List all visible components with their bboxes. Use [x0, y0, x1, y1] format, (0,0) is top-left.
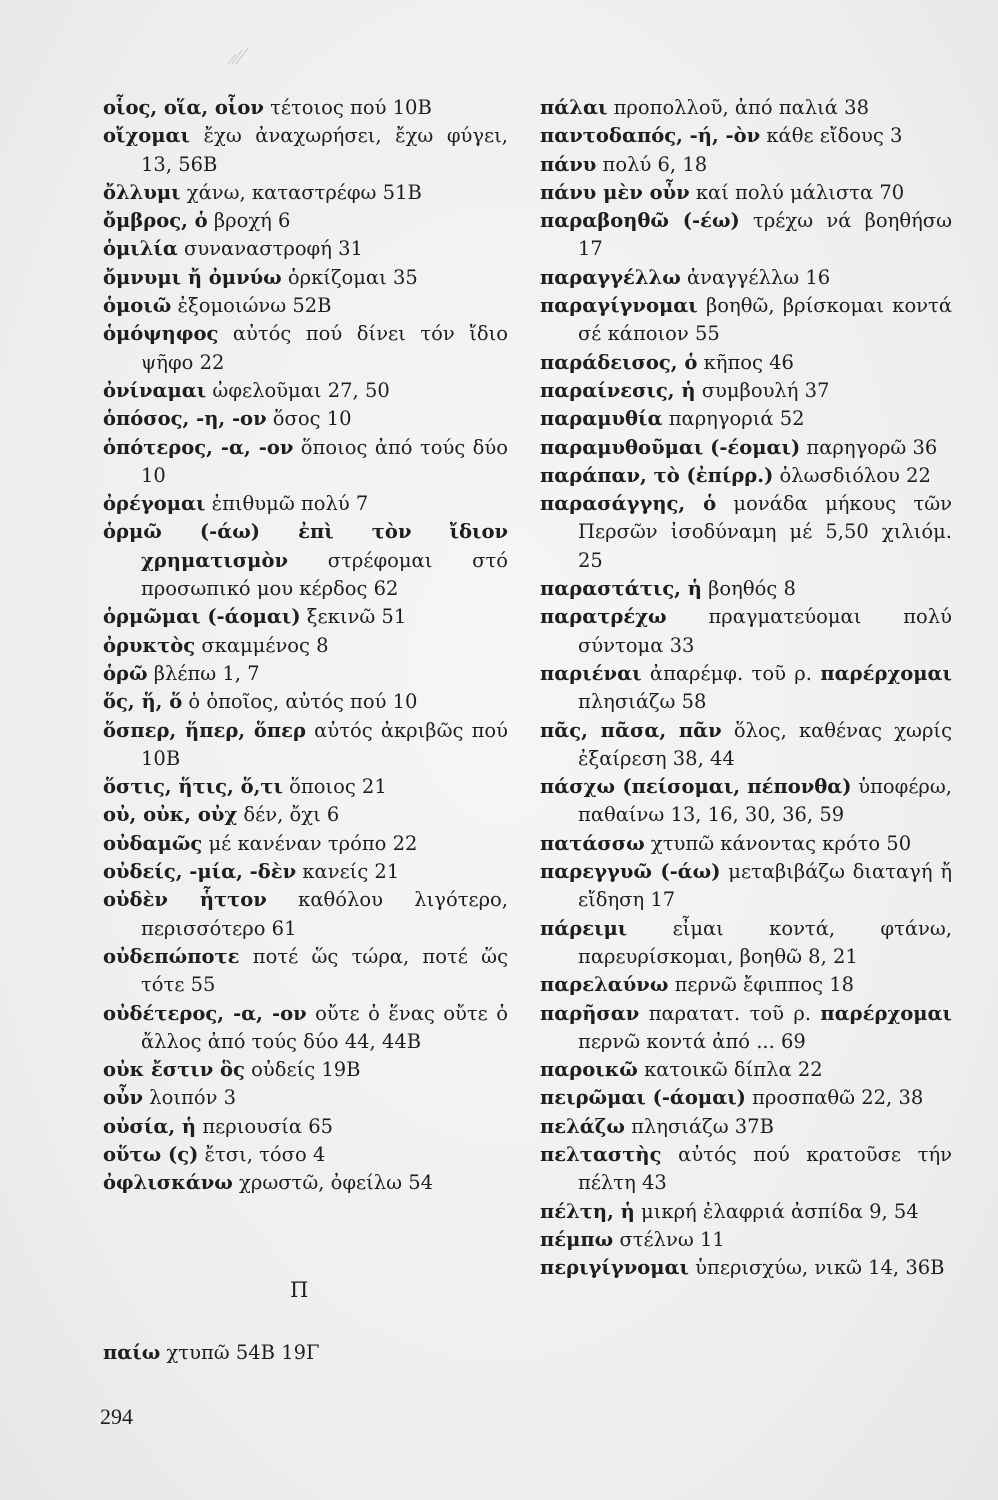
- definition: περιουσία 65: [196, 1114, 334, 1138]
- definition: ὁρκίζομαι 35: [281, 265, 418, 289]
- headword: οἷος, οἵα, οἷον: [103, 96, 264, 119]
- definition: ἀναγγέλλω 16: [680, 265, 831, 289]
- dictionary-entry: [540, 462, 952, 490]
- dictionary-entry: [540, 830, 952, 858]
- headword: περιγίγνομαι: [540, 1256, 689, 1280]
- definition: παρατατ. τοῦ ρ.: [639, 1001, 821, 1025]
- dictionary-entry: [540, 1113, 952, 1141]
- headword: πατάσσω: [540, 831, 645, 855]
- section-letter: Π: [290, 1278, 309, 1302]
- headword: οὐδαμῶς: [103, 831, 203, 855]
- dictionary-entry: [103, 830, 508, 858]
- headword: παραγγέλλω: [540, 265, 681, 289]
- headword: οὐκ ἔστιν ὃς: [103, 1058, 245, 1082]
- definition: στέλνω 11: [613, 1227, 725, 1251]
- dictionary-entry: [103, 1113, 508, 1141]
- dictionary-entry: [103, 858, 508, 886]
- definition: ὅλος, καθένας χωρίς ἐξαίρεση 38, 44: [578, 718, 952, 770]
- headword: παρεγγυῶ (-άω): [540, 860, 721, 884]
- dictionary-entry: [103, 717, 508, 774]
- dictionary-entry: [540, 151, 952, 179]
- dictionary-entry: [540, 971, 952, 999]
- headword: πέλτη, ἡ: [540, 1199, 635, 1223]
- dictionary-entry: [540, 660, 952, 717]
- definition: πραγματεύομαι πολύ σύντομα 33: [578, 605, 952, 657]
- headword: παραίνεσις, ἡ: [540, 378, 696, 402]
- definition: ἀπαρέμφ. τοῦ ρ.: [641, 661, 821, 685]
- definition: οὔτε ὁ ἕνας οὔτε ὁ ἄλλος ἀπό τούς δύο 44, 44Β: [141, 1001, 508, 1053]
- definition: χάνω, καταστρέφω 51Β: [180, 180, 422, 204]
- definition: προσπαθῶ 22, 38: [745, 1086, 924, 1110]
- dictionary-entry: [540, 179, 952, 207]
- headword: παριέναι: [540, 661, 642, 685]
- dictionary-entry: [540, 434, 952, 462]
- headword: πᾶς, πᾶσα, πᾶν: [540, 718, 722, 742]
- definition: χτυπῶ 54Β 19Γ: [160, 1341, 320, 1364]
- smudge-mark-icon: [226, 44, 252, 66]
- definition: ὑποφέρω, παθαίνω 13, 16, 30, 36, 59: [578, 775, 952, 827]
- headword: πελταστὴς: [540, 1142, 662, 1166]
- definition: εἶμαι κοντά, φτάνω, παρευρίσκομαι, βοηθῶ 8, 21: [578, 916, 952, 968]
- definition: ὅποιος 21: [282, 775, 387, 799]
- dictionary-entry: [103, 1169, 508, 1197]
- definition: τρέχω νά βοηθήσω 17: [578, 209, 952, 261]
- dictionary-entry: [103, 490, 508, 518]
- definition: μέ κανέναν τρόπο 22: [202, 831, 418, 855]
- headword: παραγίγνομαι: [540, 294, 698, 318]
- headword: ὁπόσος, -η, -ον: [103, 407, 267, 431]
- headword: παράπαν, τὸ (ἐπίρρ.): [540, 463, 774, 487]
- dictionary-entry: [540, 915, 952, 972]
- headword: παραμυθοῦμαι (-έομαι): [540, 435, 801, 459]
- definition-continued: περνῶ κοντά ἀπό ... 69: [578, 1029, 806, 1053]
- headword: οὐδὲν ἧττον: [103, 888, 267, 912]
- headword: οὐδείς, -μία, -δὲν: [103, 860, 297, 884]
- dictionary-entry: [103, 886, 508, 943]
- dictionary-entry: [103, 1000, 508, 1057]
- dictionary-entry: [103, 434, 508, 491]
- dictionary-entry: [103, 773, 508, 801]
- definition: οὐδείς 19Β: [244, 1058, 361, 1082]
- headword: ὅσπερ, ἥπερ, ὅπερ: [103, 718, 306, 742]
- headword: ὁπότερος, -α, -ον: [103, 435, 294, 459]
- headword: παίω: [103, 1341, 161, 1364]
- definition: κάθε εἴδους 3: [760, 124, 903, 148]
- definition: παρηγορῶ 36: [800, 435, 938, 459]
- dictionary-entry: [103, 943, 508, 1000]
- dictionary-entry: [103, 207, 508, 235]
- dictionary-entry: [540, 94, 952, 122]
- definition: χρωστῶ, ὀφείλω 54: [232, 1171, 434, 1195]
- headword: οὕτω (ς): [103, 1142, 199, 1166]
- dictionary-entry: [540, 717, 952, 774]
- dictionary-entry: [103, 1339, 508, 1367]
- headword: παραβοηθῶ (-έω): [540, 209, 740, 233]
- dictionary-entry: [103, 1141, 508, 1169]
- headword: ὁμόψηφος: [103, 322, 219, 346]
- right-column: [540, 94, 952, 1282]
- definition: δέν, ὄχι 6: [237, 803, 340, 827]
- definition: κατοικῶ δίπλα 22: [637, 1058, 823, 1082]
- definition: ἐπιθυμῶ πολύ 7: [205, 492, 369, 516]
- dictionary-entry: [103, 1084, 508, 1112]
- definition: ἔτσι, τόσο 4: [198, 1142, 326, 1166]
- dictionary-entry: [540, 377, 952, 405]
- definition: τέτοιος πού 10Β: [263, 96, 432, 119]
- definition: βοηθός 8: [701, 577, 796, 601]
- dictionary-entry: [103, 179, 508, 207]
- definition: ὅποιος ἀπό τούς δύο 10: [141, 435, 508, 487]
- headword: οἴχομαι: [103, 124, 190, 148]
- definition: βοηθῶ, βρίσκομαι κοντά σέ κάποιον 55: [578, 294, 952, 346]
- dictionary-entry: [103, 122, 508, 179]
- definition: αὐτός πού δίνει τόν ἴδιο ψῆφο 22: [141, 322, 508, 374]
- definition: συναναστροφή 31: [177, 237, 363, 261]
- headword: παραστάτις, ἡ: [540, 577, 702, 601]
- headword: οὐσία, ἡ: [103, 1114, 197, 1138]
- page-number: 294: [100, 1404, 133, 1429]
- dictionary-entry: [540, 122, 952, 150]
- after-section-entries: [103, 1339, 508, 1367]
- headword: παρῆσαν: [540, 1001, 640, 1025]
- left-column: [103, 94, 508, 1198]
- definition: ὠφελοῦμαι 27, 50: [206, 378, 390, 402]
- dictionary-entry: [540, 1226, 952, 1254]
- dictionary-entry: [103, 632, 508, 660]
- dictionary-entry: [540, 405, 952, 433]
- headword: πειρῶμαι (-άομαι): [540, 1086, 746, 1110]
- cross-reference-headword: παρέρχομαι: [820, 1001, 952, 1025]
- definition: βλέπω 1, 7: [147, 661, 260, 685]
- dictionary-entry: [540, 1141, 952, 1198]
- headword: παρελαύνω: [540, 973, 669, 997]
- headword: ὀρυκτὸς: [103, 633, 196, 657]
- headword: πάνυ: [540, 152, 597, 176]
- headword: πάνυ μὲν οὖν: [540, 180, 690, 204]
- headword: πάσχω (πείσομαι, πέπονθα): [540, 775, 852, 799]
- definition: ἐξομοιώνω 52Β: [171, 294, 332, 318]
- definition: ὑπερισχύω, νικῶ 14, 36Β: [688, 1256, 945, 1280]
- definition: καί πολύ μάλιστα 70: [689, 180, 905, 204]
- dictionary-entry: [103, 1056, 508, 1084]
- dictionary-entry: [540, 292, 952, 349]
- definition: μονάδα μήκους τῶν Περσῶν ἰσοδύναμη μέ 5,50 χιλιόμ. 25: [578, 492, 952, 572]
- dictionary-entry: [103, 688, 508, 716]
- dictionary-entry: [540, 264, 952, 292]
- definition: χτυπῶ κάνοντας κρότο 50: [644, 831, 912, 855]
- dictionary-entry: [103, 377, 508, 405]
- dictionary-entry: [540, 773, 952, 830]
- dictionary-entry: [103, 518, 508, 603]
- dictionary-entry: [540, 490, 952, 575]
- definition: ὅσος 10: [266, 407, 352, 431]
- dictionary-entry: [103, 405, 508, 433]
- headword: ὄμνυμι ἤ ὀμνύω: [103, 265, 282, 289]
- headword: ὀνίναμαι: [103, 378, 207, 402]
- headword: παραμυθία: [540, 407, 663, 431]
- dictionary-entry: [103, 320, 508, 377]
- headword: ὅστις, ἥτις, ὅ,τι: [103, 775, 283, 799]
- dictionary-entry: [540, 603, 952, 660]
- definition: κῆπος 46: [697, 350, 794, 374]
- headword: πάλαι: [540, 96, 608, 119]
- dictionary-entry: [540, 1056, 952, 1084]
- headword: παράδεισος, ὁ: [540, 350, 698, 374]
- definition: καθόλου λιγότερο, περισσότερο 61: [141, 888, 508, 940]
- headword: ὁμοιῶ: [103, 294, 172, 318]
- dictionary-entry: [540, 1254, 952, 1282]
- headword: παροικῶ: [540, 1058, 638, 1082]
- dictionary-entry: [540, 858, 952, 915]
- definition: ἔχω ἀναχωρήσει, ἔχω φύγει, 13, 56Β: [141, 124, 508, 176]
- definition: περνῶ ἔφιππος 18: [668, 973, 855, 997]
- dictionary-entry: [103, 801, 508, 829]
- headword: ὁρμῶμαι (-άομαι): [103, 605, 301, 629]
- headword: ὄμβρος, ὁ: [103, 209, 208, 233]
- headword: πελάζω: [540, 1114, 625, 1138]
- definition: ξεκινῶ 51: [300, 605, 407, 629]
- definition: μικρή ἐλαφριά ἀσπίδα 9, 54: [634, 1199, 919, 1223]
- definition: αὐτός πού κρατοῦσε τήν πέλτη 43: [578, 1142, 952, 1195]
- headword: οὖν: [103, 1086, 144, 1110]
- definition: ὁλωσδιόλου 22: [773, 463, 931, 487]
- headword: ὀρέγομαι: [103, 492, 206, 516]
- headword: οὐ, οὐκ, οὐχ: [103, 803, 238, 827]
- dictionary-entry: [103, 94, 508, 122]
- definition: ὁ ὁποῖος, αὐτός πού 10: [182, 690, 418, 714]
- headword: οὐδεπώποτε: [103, 944, 240, 968]
- definition: ποτέ ὥς τώρα, ποτέ ὥς τότε 55: [141, 944, 508, 997]
- definition: λοιπόν 3: [143, 1086, 237, 1110]
- definition: παρηγοριά 52: [662, 407, 805, 431]
- definition: βροχή 6: [207, 209, 291, 233]
- headword: ὁρῶ: [103, 661, 148, 685]
- dictionary-entry: [103, 603, 508, 631]
- headword: παρασάγγης, ὁ: [540, 492, 717, 516]
- headword: παντοδαπός, -ή, -ὸν: [540, 124, 761, 148]
- dictionary-entry: [103, 660, 508, 688]
- dictionary-entry: [103, 292, 508, 320]
- dictionary-entry: [540, 575, 952, 603]
- definition: σκαμμένος 8: [195, 633, 329, 657]
- definition: μεταβιβάζω διαταγή ἤ εἴδηση 17: [578, 860, 952, 912]
- headword: ὁμιλία: [103, 237, 178, 261]
- definition: στρέφομαι στό προσωπικό μου κέρδος 62: [141, 548, 508, 601]
- headword: ὅς, ἥ, ὅ: [103, 690, 183, 714]
- definition: συμβουλή 37: [695, 378, 830, 402]
- dictionary-entry: [540, 1198, 952, 1226]
- headword: ὀφλισκάνω: [103, 1171, 233, 1195]
- definition: αὐτός ἀκριβῶς πού 10Β: [141, 718, 508, 770]
- definition: κανείς 21: [296, 860, 400, 884]
- dictionary-entry: [540, 1000, 952, 1057]
- dictionary-entry: [540, 1084, 952, 1112]
- cross-reference-headword: παρέρχομαι: [820, 661, 952, 685]
- dictionary-entry: [540, 349, 952, 377]
- definition-continued: πλησιάζω 58: [578, 690, 707, 714]
- dictionary-entry: [103, 235, 508, 263]
- headword: πάρειμι: [540, 916, 628, 940]
- dictionary-entry: [540, 207, 952, 264]
- definition: προπολλοῦ, ἀπό παλιά 38: [607, 96, 869, 119]
- headword: οὐδέτερος, -α, -ον: [103, 1001, 307, 1025]
- headword: ὁρμῶ (-άω) ἐπὶ τὸν ἴδιον χρηματισμὸν: [103, 520, 508, 572]
- definition: πολύ 6, 18: [596, 152, 708, 176]
- dictionary-entry: [103, 264, 508, 292]
- headword: παρατρέχω: [540, 605, 667, 629]
- definition: πλησιάζω 37Β: [624, 1114, 774, 1138]
- headword: πέμπω: [540, 1227, 614, 1251]
- headword: ὄλλυμι: [103, 180, 181, 204]
